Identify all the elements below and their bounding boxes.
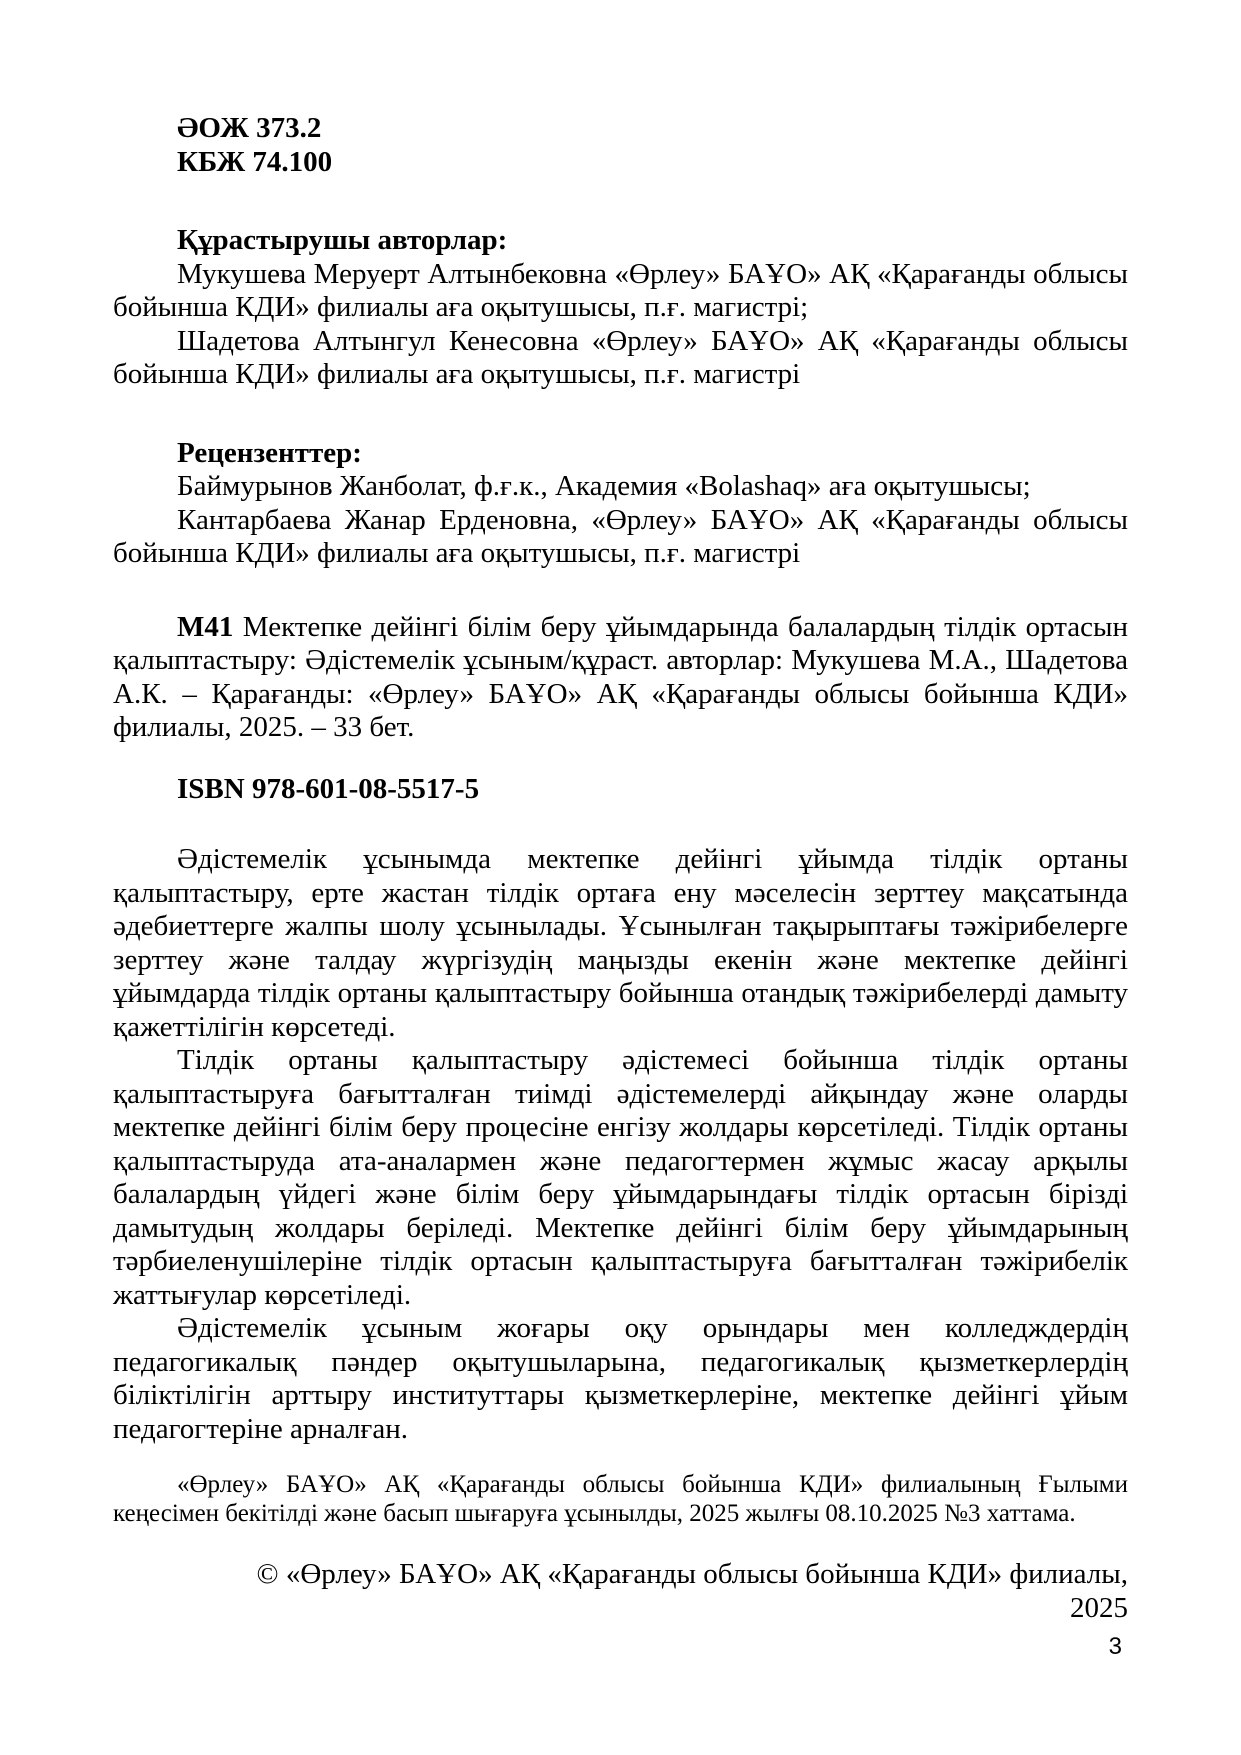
catalog-entry	[113, 611, 1128, 745]
compiler-entry: Мукушева Меруерт Алтынбековна «Өрлеу» БАҰО» АҚ «Қарағанды облысы бойынша КДИ» филиалы аға оқытушысы, п.ғ. магистрі;	[113, 257, 1128, 323]
copyright-line: © «Өрлеу» БАҰО» АҚ «Қарағанды облысы бойынша КДИ» филиалы,	[256, 1558, 1128, 1590]
compiler-entry: Шадетова Алтынгул Кенесовна «Өрлеу» БАҰО» АҚ «Қарағанды облысы бойынша КДИ» филиалы аға оқытушысы, п.ғ. магистрі	[113, 324, 1128, 390]
catalog-description: Мектепке дейінгі білім беру ұйымдарында балалардың тілдік ортасын қалыптастыру: Әдістемелік ұсыным/құраст. авторлар: Мукушева М.А., Шадетова А.К. – Қарағанды: «Өрлеу» БАҰО» АҚ «Қарағанды облысы бойынша КДИ» филиалы, 2025. – 33 бет.	[113, 610, 1129, 743]
bbk-code-line: КБЖ 74.100	[177, 145, 333, 178]
reviewer-entry: Кантарбаева Жанар Ерденовна, «Өрлеу» БАҰО» АҚ «Қарағанды облысы бойынша КДИ» филиалы аға оқытушысы, п.ғ. магистрі	[113, 503, 1128, 569]
copyright-year: 2025	[1070, 1591, 1128, 1624]
annotation-paragraph: Әдістемелік ұсынымда мектепке дейінгі ұйымда тілдік ортаны қалыптастыру, ерте жастан тілдік ортаға ену мәселесін зерттеу мақсатында әдебиеттерге жалпы шолу ұсынылады. Ұсынылған тақырыптағы тәжірибелерге зерттеу және талдау жүргізудің маңызды екенін және мектепке дейінгі ұйымдарда тілдік ортаны қалыптастыру бойынша отандық тәжірибелерді дамыту қажеттілігін көрсетеді.	[113, 843, 1128, 1043]
udc-code-line: ӘОЖ 373.2	[177, 112, 322, 144]
annotation-paragraph: Әдістемелік ұсыным жоғары оқу орындары мен колледждердің педагогикалық пәндер оқытушыларына, педагогикалық қызметкерлердің біліктілігін арттыру институттары қызметкерлеріне, мектепке дейінгі ұйым педагогтеріне арналған.	[113, 1312, 1128, 1445]
isbn-line: ISBN 978-601-08-5517-5	[177, 772, 480, 805]
approval-note: «Өрлеу» БАҰО» АҚ «Қарағанды облысы бойынша КДИ» филиалының Ғылыми кеңесімен бекітілді және басып шығаруға ұсынылды, 2025 жылғы 08.10.2025 №3 хаттама.	[113, 1471, 1128, 1527]
catalog-code: М41	[177, 610, 234, 643]
annotation-paragraph: Тілдік ортаны қалыптастыру әдістемесі бойынша тілдік ортаны қалыптастыруға бағытталған тиімді әдістемелерді айқындау және оларды мектепке дейінгі білім беру процесіне енгізу жолдары көрсетіледі. Тілдік ортаны қалыптастыруда ата-аналармен және педагогтермен жұмыс жасау арқылы балалардың үйдегі және білім беру ұйымдарындағы тілдік ортасын бірізді дамытудың жолдары беріледі. Мектепке дейінгі білім беру ұйымдарының тәрбиеленушілеріне тілдік ортасын қалыптастыруға бағытталған тәжірибелік жаттығулар көрсетіледі.	[113, 1044, 1128, 1311]
reviewer-entry: Баймурынов Жанболат, ф.ғ.к., Академия «Bolashaq» аға оқытушысы;	[177, 470, 1031, 502]
compilers-heading: Құрастырушы авторлар:	[177, 224, 508, 256]
reviewers-heading: Рецензенттер:	[177, 436, 362, 469]
page-number: 3	[1108, 1633, 1122, 1660]
page-content	[113, 112, 1128, 1661]
